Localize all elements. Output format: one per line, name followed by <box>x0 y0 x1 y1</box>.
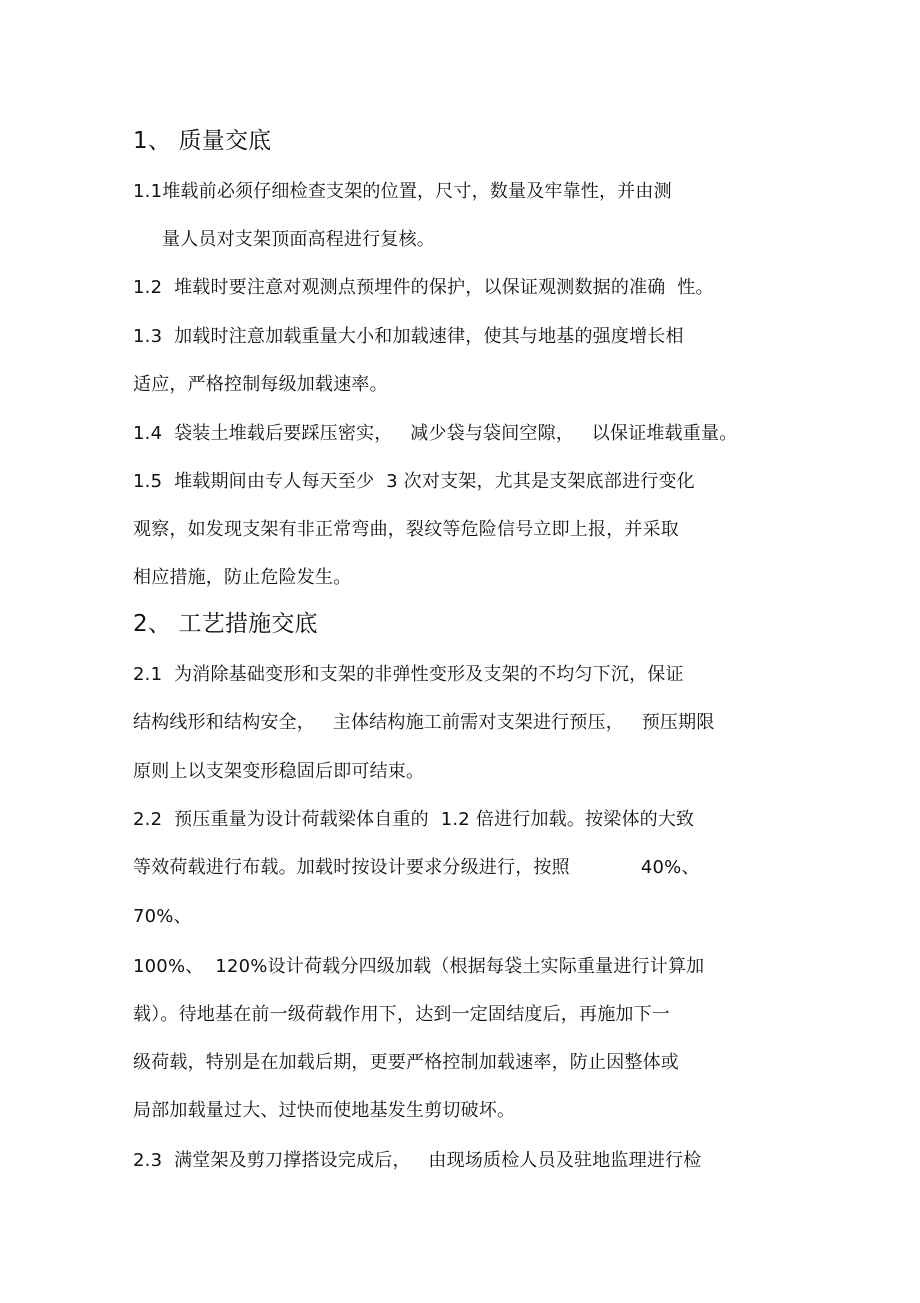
paragraph-line: 1.2 堆载时要注意对观测点预埋件的保护，以保证观测数据的准确 性。 <box>133 277 714 298</box>
paragraph-line: 1.3 加载时注意加载重量大小和加载速律，使其与地基的强度增长相 <box>133 326 684 347</box>
paragraph-line: 载）。待地基在前一级荷载作用下，达到一定固结度后，再施加下一 <box>133 1004 670 1025</box>
paragraph-line: 2.1 为消除基础变形和支架的非弹性变形及支架的不均匀下沉，保证 <box>133 664 684 685</box>
paragraph-line: 相应措施，防止危险发生。 <box>133 567 352 588</box>
paragraph-line: 结构线形和结构安全， 主体结构施工前需对支架进行预压， 预压期限 <box>133 712 715 733</box>
section-1-heading: 1、 质量交底 <box>133 128 272 154</box>
paragraph-line: 等效荷载进行布载。加载时按设计要求分级进行，按照 40%、 <box>133 857 700 878</box>
paragraph-line: 适应，严格控制每级加载速率。 <box>133 374 388 395</box>
paragraph-line: 量人员对支架顶面高程进行复核。 <box>162 229 435 250</box>
paragraph-line: 1.4 袋装土堆载后要踩压密实， 减少袋与袋间空隙， 以保证堆载重量。 <box>133 423 738 444</box>
section-2-heading: 2、 工艺措施交底 <box>133 611 318 637</box>
paragraph-line: 原则上以支架变形稳固后即可结束。 <box>133 761 425 782</box>
paragraph-line: 70%、 <box>133 906 192 927</box>
paragraph-line: 观察，如发现支架有非正常弯曲，裂纹等危险信号立即上报，并采取 <box>133 519 679 540</box>
paragraph-line: 1.5 堆载期间由专人每天至少 3 次对支架，尤其是支架底部进行变化 <box>133 471 695 492</box>
paragraph-line: 局部加载量过大、过快而使地基发生剪切破坏。 <box>133 1100 516 1121</box>
paragraph-line: 2.3 满堂架及剪刀撑搭设完成后， 由现场质检人员及驻地监理进行检 <box>133 1150 702 1171</box>
paragraph-line: 1.1堆载前必须仔细检查支架的位置，尺寸，数量及牢靠性，并由测 <box>133 181 672 202</box>
paragraph-line: 2.2 预压重量为设计荷载梁体自重的 1.2 倍进行加载。按梁体的大致 <box>133 809 695 830</box>
paragraph-line: 级荷载，特别是在加载后期，更要严格控制加载速率，防止因整体或 <box>133 1052 679 1073</box>
paragraph-line: 100%、 120%设计荷载分四级加载（根据每袋土实际重量进行计算加 <box>133 956 705 977</box>
